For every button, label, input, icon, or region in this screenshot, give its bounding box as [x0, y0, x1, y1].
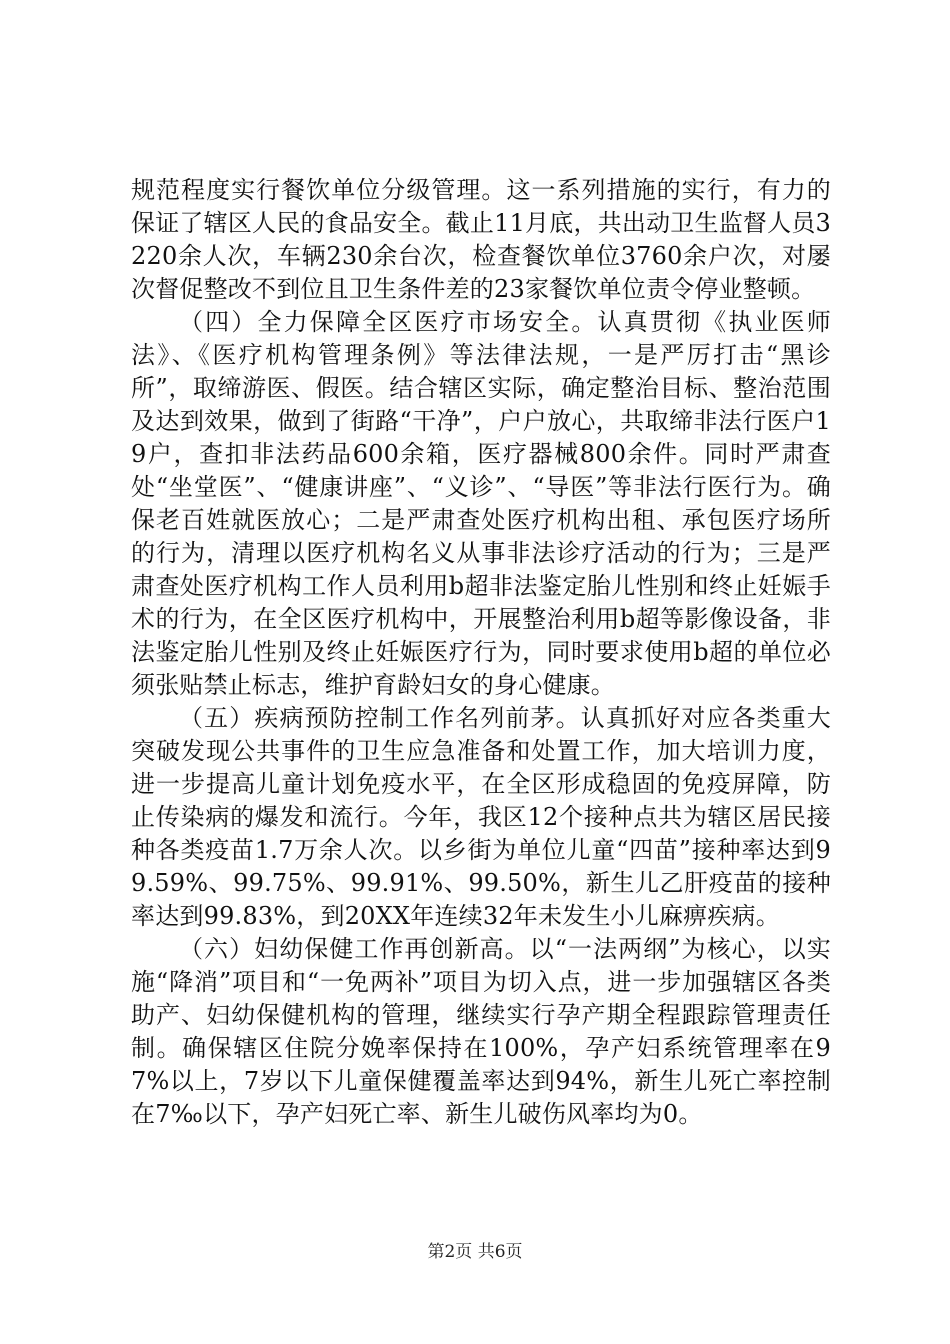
- page-number-footer: 第2页 共6页: [427, 1242, 523, 1262]
- paragraph-medical-market: （四）全力保障全区医疗市场安全。认真贯彻《执业医师法》、《医疗机构管理条例》等法律法规，一是严厉打击“黑诊所”，取缔游医、假医。结合辖区实际，确定整治目标、整治范围及达到效果，做到了街路“干净”，户户放心，共取缔非法行医户19户，查扣非法药品600余箱，医疗器械800余件。同时严肃查处“坐堂医”、“健康讲座”、“义诊”、“导医”等非法行医行为。确保老百姓就医放心；二是严肃查处医疗机构出租、承包医疗场所的行为，清理以医疗机构名义从事非法诊疗活动的行为；三是严肃查处医疗机构工作人员利用b超非法鉴定胎儿性别和终止妊娠手术的行为，在全区医疗机构中，开展整治利用b超等影像设备，非法鉴定胎儿性别及终止妊娠医疗行为，同时要求使用b超的单位必须张贴禁止标志，维护育龄妇女的身心健康。: [131, 308, 831, 699]
- paragraph-disease-control: （五）疾病预防控制工作名列前茅。认真抓好对应各类重大突破发现公共事件的卫生应急准备和处置工作，加大培训力度，进一步提高儿童计划免疫水平，在全区形成稳固的免疫屏障，防止传染病的爆发和流行。今年，我区12个接种点共为辖区居民接种各类疫苗1.7万余人次。以乡街为单位儿童“四苗”接种率达到99.59%、99.75%、99.91%、99.50%，新生儿乙肝疫苗的接种率达到99.83%，到20XX年连续32年未发生小儿麻痹疾病。: [131, 704, 831, 930]
- paragraph-food-safety: 规范程度实行餐饮单位分级管理。这一系列措施的实行，有力的保证了辖区人民的食品安全。截止11月底，共出动卫生监督人员3220余人次，车辆230余台次，检查餐饮单位3760余户次，对屡次督促整改不到位且卫生条件差的23家餐饮单位责令停业整顿。: [131, 176, 831, 303]
- paragraph-maternal-child-health: （六）妇幼保健工作再创新高。以“一法两纲”为核心，以实施“降消”项目和“一免两补”项目为切入点，进一步加强辖区各类助产、妇幼保健机构的管理，继续实行孕产期全程跟踪管理责任制。确保辖区住院分娩率保持在100%，孕产妇系统管理率在97%以上，7岁以下儿童保健覆盖率达到94%，新生儿死亡率控制在7‰以下，孕产妇死亡率、新生儿破伤风率均为0。: [131, 935, 831, 1128]
- document-body: [131, 174, 831, 1131]
